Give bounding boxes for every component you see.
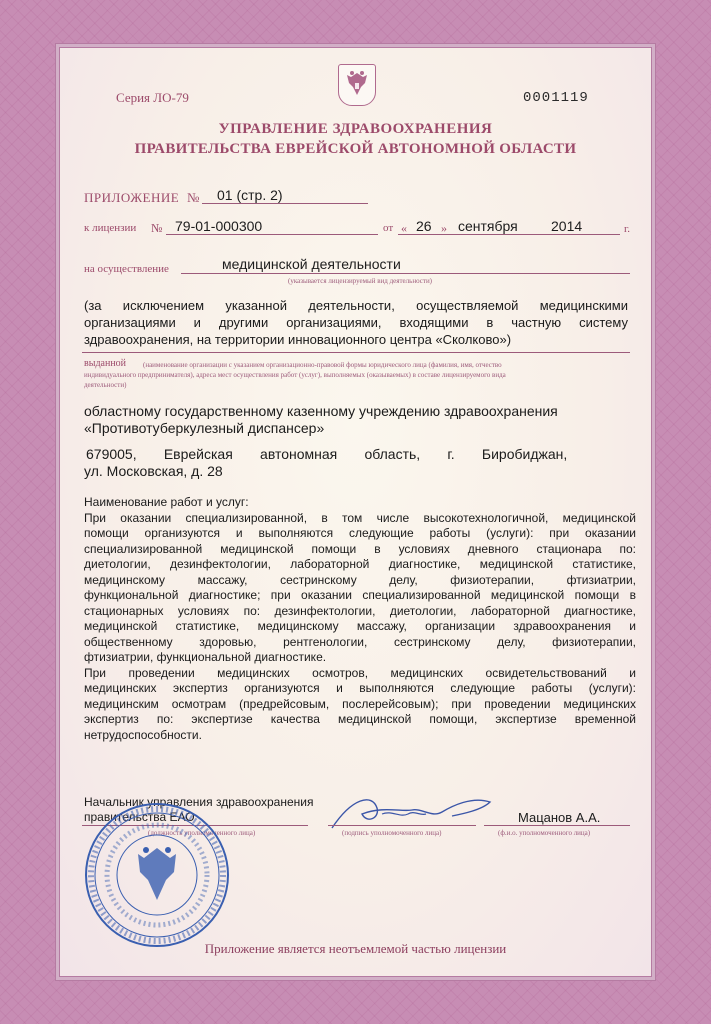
- exclusion-line-3: здравоохранения, на территории инновационного центра «Сколково»): [84, 332, 512, 347]
- works-line: медицинских экспертиз организуются и выполняются следующие работы (услуги):: [84, 681, 636, 695]
- works-line: экспертиз по: экспертизе качества медицинской помощи, экспертизе временной: [84, 712, 636, 726]
- license-label: к лицензии: [84, 222, 137, 234]
- works-line: диетологии, дезинфектологии, лабораторной диагностике, медицинской статистике,: [84, 557, 636, 571]
- signature-caption: (подпись уполномоченного лица): [342, 829, 442, 837]
- activity-caption: (указывается лицензируемый вид деятельности): [288, 277, 433, 285]
- quote-close: »: [441, 221, 447, 235]
- works-line: медицинским осмотрам (предрейсовым, послерейсовым); при проведении медицинских: [84, 696, 636, 711]
- license-year: 2014: [551, 218, 583, 234]
- works-line: помощи организуются и выполняются следующие работы (услуги): при оказании: [84, 526, 636, 540]
- works-and-services: [84, 495, 636, 743]
- works-line: медицинской статистике, медицинскому массажу, организации здравоохранения и: [84, 619, 636, 633]
- authority-title-line2: ПРАВИТЕЛЬСТВА ЕВРЕЙСКОЙ АВТОНОМНОЙ ОБЛАСТИ: [134, 141, 577, 157]
- works-line: нетрудоспособности.: [84, 727, 202, 742]
- license-number-underline: [166, 234, 378, 235]
- coat-of-arms-icon: [338, 64, 376, 106]
- organization-name-line1: областному государственному казенному учреждению здравоохранения: [84, 403, 558, 419]
- authority-title-line1: УПРАВЛЕНИЕ ЗДРАВООХРАНЕНИЯ: [218, 121, 493, 137]
- year-suffix: г.: [624, 223, 631, 235]
- exclusion-line-1: (за исключением указанной деятельности, осуществляемой медицинскими: [84, 298, 628, 313]
- works-heading: Наименование работ и услуг:: [84, 495, 249, 509]
- signatory-position-line2: правительства ЕАО: [84, 810, 195, 824]
- issued-label: выданной: [84, 358, 127, 369]
- works-line: специализированной медицинской помощи в условиях дневного стационара по:: [84, 541, 636, 556]
- issued-caption-line1: (наименование организации с указанием организационно-правовой формы юридического лица (фамилия, имя, отчество: [143, 361, 502, 369]
- exclusion-line-2: организациями и другими организациями, входящими в частную систему: [84, 315, 628, 330]
- exclusion-underline: [82, 352, 630, 353]
- signature-underline: [328, 825, 476, 826]
- signatory-name: Мацанов А.А.: [518, 810, 601, 825]
- activity-underline: [181, 273, 630, 274]
- license-month: сентября: [458, 218, 518, 234]
- works-line: функциональной диагностике; при оказании специализированной медицинской помощи в: [84, 588, 636, 602]
- position-caption: (должность уполномоченного лица): [148, 829, 256, 837]
- form-number: 0001119: [523, 90, 589, 106]
- activity-label: на осуществление: [84, 263, 169, 275]
- appendix-integral-note: Приложение является неотъемлемой частью лицензии: [204, 941, 507, 956]
- signature-image: [322, 788, 502, 834]
- works-line: общественному здоровью, рентгенологии, сестринскому делу, физиотерапии,: [84, 634, 636, 649]
- appendix-number: 01 (стр. 2): [217, 187, 283, 203]
- issued-caption-line2: индивидуального предпринимателя), адреса мест осуществления работ (услуг), выполняемых (оказываемых) в составе лицензируемого вида: [84, 371, 506, 379]
- name-caption: (ф.и.о. уполномоченного лица): [498, 829, 591, 837]
- series-label: Серия ЛО-79: [116, 90, 189, 105]
- activity-exclusion: [84, 297, 628, 348]
- name-underline: [484, 825, 630, 826]
- appendix-num-sign: №: [187, 190, 200, 205]
- organization-name-line2: «Противотуберкулезный диспансер»: [84, 420, 325, 436]
- license-date-from-label: от: [383, 222, 394, 234]
- license-num-sign: №: [151, 221, 163, 235]
- appendix-underline: [202, 203, 368, 204]
- works-line: При проведении медицинских осмотров, медицинских освидетельствований и: [84, 665, 636, 680]
- license-date-underline: [398, 234, 620, 235]
- issued-caption-line3: деятельности): [84, 381, 127, 389]
- appendix-label: ПРИЛОЖЕНИЕ: [84, 190, 180, 205]
- works-line: медицинскому массажу, сестринскому делу, физиотерапии, фтизиатрии,: [84, 572, 636, 587]
- official-seal-icon: [82, 800, 232, 950]
- works-line: фтизиатрии, функциональной диагностике.: [84, 650, 327, 664]
- quote-open: «: [401, 221, 407, 235]
- license-day: 26: [416, 218, 432, 234]
- works-line: При оказании специализированной, в том числе высокотехнологичной, медицинской: [84, 510, 636, 525]
- license-number: 79-01-000300: [175, 218, 263, 234]
- organization-address-line2: ул. Московская, д. 28: [84, 463, 223, 479]
- signatory-position-line1: Начальник управления здравоохранения: [84, 795, 314, 809]
- organization-address-line1: 679005, Еврейская автономная область, г. Биробиджан,: [86, 446, 568, 462]
- activity-value: медицинской деятельности: [222, 256, 401, 272]
- works-line: стационарных условиях по: дезинфектологии, диетологии, лабораторной диагностике,: [84, 603, 636, 618]
